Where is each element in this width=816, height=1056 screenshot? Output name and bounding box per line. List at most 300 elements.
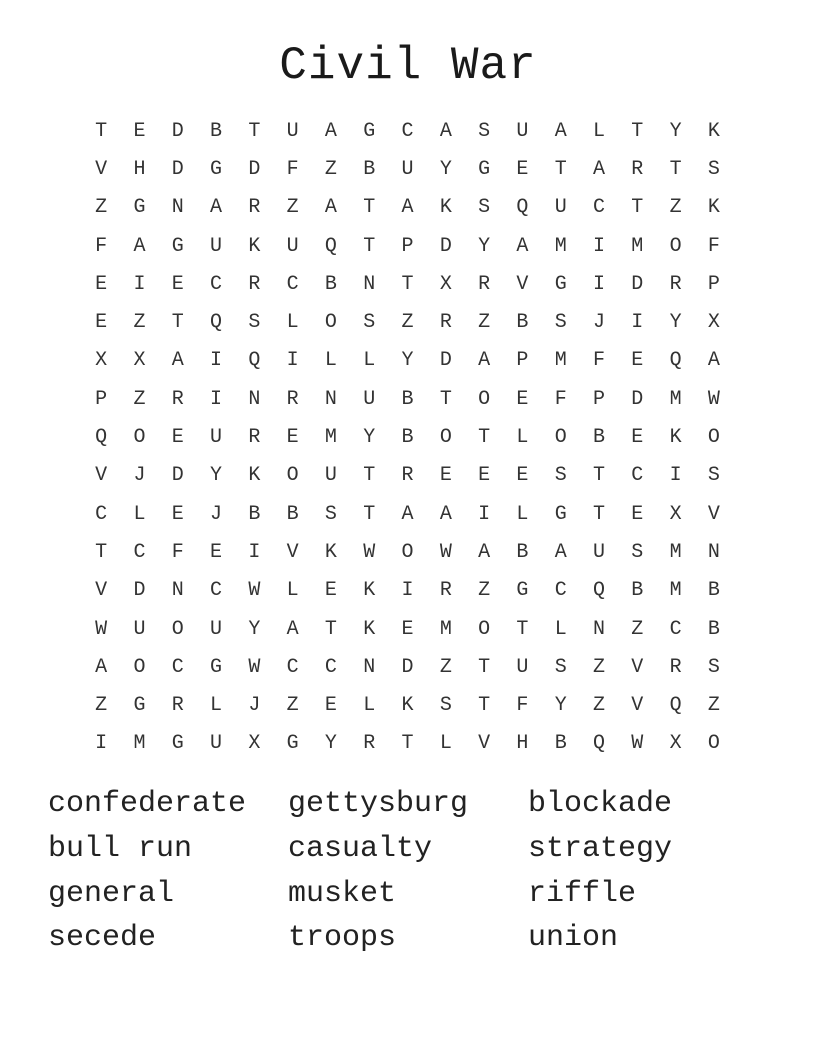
grid-cell: T [363, 502, 376, 526]
grid-cell: O [478, 387, 491, 411]
grid-cell: B [516, 540, 529, 564]
grid-cell: O [324, 311, 337, 335]
grid-cell: X [669, 502, 682, 526]
grid-cell: Z [593, 694, 606, 718]
grid-cell: I [286, 349, 299, 373]
grid-cell: P [516, 349, 529, 373]
grid-cell: Y [248, 617, 261, 641]
grid-cell: P [401, 234, 414, 258]
grid-cell: S [707, 655, 720, 679]
grid-cell: Q [95, 426, 108, 450]
grid-cell: C [95, 502, 108, 526]
grid-cell: F [593, 349, 606, 373]
word-bank-item: bull run [48, 831, 193, 866]
grid-cell: A [401, 196, 414, 220]
grid-cell: I [210, 349, 223, 373]
grid-cell: R [669, 655, 682, 679]
grid-cell: V [478, 732, 491, 756]
grid-cell: W [631, 732, 644, 756]
word-bank-item: troops [288, 921, 397, 956]
grid-cell: M [439, 617, 452, 641]
grid-cell: F [171, 540, 184, 564]
grid-cell: E [210, 540, 223, 564]
grid-cell: R [171, 387, 184, 411]
grid-cell: Y [439, 157, 452, 181]
grid-cell: O [171, 617, 184, 641]
grid-cell: O [478, 617, 491, 641]
grid-cell: R [439, 579, 452, 603]
grid-cell: K [439, 196, 452, 220]
grid-cell: T [171, 311, 184, 335]
grid-cell: A [133, 234, 146, 258]
grid-cell: C [210, 579, 223, 603]
grid-cell: P [593, 387, 606, 411]
grid-cell: T [554, 157, 567, 181]
grid-cell: Z [401, 311, 414, 335]
grid-cell: R [478, 272, 491, 296]
grid-cell: P [707, 272, 720, 296]
grid-cell: S [554, 464, 567, 488]
grid-cell: D [631, 387, 644, 411]
grid-cell: W [707, 387, 720, 411]
grid-cell: N [248, 387, 261, 411]
grid-cell: L [516, 426, 529, 450]
grid-cell: Y [401, 349, 414, 373]
grid-cell: L [554, 617, 567, 641]
grid-cell: K [248, 464, 261, 488]
grid-cell: X [248, 732, 261, 756]
grid-cell: K [324, 540, 337, 564]
grid-cell: X [669, 732, 682, 756]
grid-cell: G [133, 694, 146, 718]
grid-cell: G [210, 157, 223, 181]
grid-cell: V [286, 540, 299, 564]
word-bank-item: union [528, 921, 619, 956]
word-bank-item: general [48, 876, 175, 911]
grid-cell: S [248, 311, 261, 335]
grid-cell: C [324, 655, 337, 679]
grid-cell: T [95, 119, 108, 143]
grid-cell: E [171, 272, 184, 296]
grid-cell: T [631, 119, 644, 143]
grid-cell: B [363, 157, 376, 181]
grid-cell: J [593, 311, 606, 335]
grid-cell: R [286, 387, 299, 411]
grid-cell: G [554, 272, 567, 296]
grid-cell: N [324, 387, 337, 411]
grid-cell: Z [707, 694, 720, 718]
grid-cell: A [478, 540, 491, 564]
grid-cell: D [171, 464, 184, 488]
grid-cell: C [593, 196, 606, 220]
grid-row [82, 457, 734, 495]
grid-cell: U [133, 617, 146, 641]
grid-cell: U [593, 540, 606, 564]
grid-cell: M [669, 387, 682, 411]
grid-cell: V [631, 655, 644, 679]
grid-cell: E [324, 579, 337, 603]
grid-cell: M [324, 426, 337, 450]
grid-cell: C [286, 272, 299, 296]
grid-cell: B [554, 732, 567, 756]
grid-cell: E [401, 617, 414, 641]
grid-cell: T [363, 464, 376, 488]
grid-cell: W [248, 655, 261, 679]
grid-cell: R [248, 426, 261, 450]
grid-row [82, 150, 734, 188]
word-bank-item: confederate [48, 787, 247, 821]
grid-cell: M [631, 234, 644, 258]
grid-cell: X [133, 349, 146, 373]
grid-cell: F [554, 387, 567, 411]
grid-cell: O [707, 732, 720, 756]
grid-cell: R [439, 311, 452, 335]
grid-cell: V [516, 272, 529, 296]
grid-cell: D [171, 119, 184, 143]
grid-cell: U [554, 196, 567, 220]
grid-cell: T [478, 694, 491, 718]
grid-cell: T [478, 426, 491, 450]
grid-cell: E [95, 311, 108, 335]
grid-cell: X [95, 349, 108, 373]
grid-cell: E [324, 694, 337, 718]
grid-cell: B [631, 579, 644, 603]
grid-cell: E [95, 272, 108, 296]
grid-row [82, 189, 734, 227]
grid-cell: L [133, 502, 146, 526]
grid-cell: S [363, 311, 376, 335]
grid-cell: L [286, 311, 299, 335]
grid-row [82, 533, 734, 571]
grid-cell: Y [210, 464, 223, 488]
grid-cell: V [707, 502, 720, 526]
grid-cell: K [669, 426, 682, 450]
grid-cell: G [478, 157, 491, 181]
grid-cell: U [286, 119, 299, 143]
grid-cell: Z [95, 694, 108, 718]
grid-row [82, 265, 734, 303]
grid-cell: I [401, 579, 414, 603]
grid-cell: B [593, 426, 606, 450]
grid-cell: U [210, 426, 223, 450]
grid-cell: E [133, 119, 146, 143]
grid-cell: X [439, 272, 452, 296]
grid-cell: U [324, 464, 337, 488]
grid-cell: L [363, 349, 376, 373]
grid-cell: E [478, 464, 491, 488]
grid-cell: C [171, 655, 184, 679]
grid-cell: N [363, 272, 376, 296]
grid-cell: H [133, 157, 146, 181]
letter-grid [82, 112, 734, 763]
grid-cell: I [95, 732, 108, 756]
grid-row [82, 227, 734, 265]
grid-cell: Q [516, 196, 529, 220]
grid-cell: U [516, 655, 529, 679]
grid-cell: C [554, 579, 567, 603]
page-title: Civil War [279, 40, 537, 92]
grid-cell: E [171, 502, 184, 526]
grid-cell: T [324, 617, 337, 641]
grid-cell: Z [133, 387, 146, 411]
grid-cell: C [669, 617, 682, 641]
grid-cell: L [593, 119, 606, 143]
grid-cell: Z [631, 617, 644, 641]
grid-cell: N [171, 196, 184, 220]
word-bank-item: secede [48, 921, 157, 956]
grid-cell: J [210, 502, 223, 526]
grid-cell: B [707, 617, 720, 641]
grid-cell: I [669, 464, 682, 488]
grid-cell: T [363, 196, 376, 220]
grid-cell: Y [669, 119, 682, 143]
grid-cell: D [439, 349, 452, 373]
grid-cell: Q [593, 732, 606, 756]
grid-cell: R [363, 732, 376, 756]
grid-row [82, 112, 734, 150]
word-bank-item: strategy [528, 831, 673, 866]
grid-cell: G [171, 732, 184, 756]
grid-cell: K [707, 196, 720, 220]
grid-cell: U [210, 732, 223, 756]
grid-cell: A [439, 119, 452, 143]
word-bank-item: musket [288, 876, 397, 911]
grid-cell: T [248, 119, 261, 143]
grid-cell: T [593, 464, 606, 488]
grid-cell: M [669, 540, 682, 564]
grid-cell: U [210, 234, 223, 258]
word-bank-item: riffle [528, 876, 637, 911]
grid-cell: A [439, 502, 452, 526]
grid-cell: S [554, 311, 567, 335]
grid-cell: Q [593, 579, 606, 603]
grid-row [82, 380, 734, 418]
grid-cell: E [631, 426, 644, 450]
grid-cell: F [707, 234, 720, 258]
grid-cell: I [593, 272, 606, 296]
grid-cell: D [401, 655, 414, 679]
grid-row [82, 342, 734, 380]
grid-cell: O [554, 426, 567, 450]
grid-cell: D [248, 157, 261, 181]
word-bank-item: gettysburg [288, 787, 469, 821]
word-bank [48, 782, 768, 961]
grid-cell: Q [669, 349, 682, 373]
grid-cell: G [286, 732, 299, 756]
grid-cell: U [286, 234, 299, 258]
grid-cell: G [133, 196, 146, 220]
grid-cell: G [171, 234, 184, 258]
grid-cell: V [631, 694, 644, 718]
grid-cell: H [516, 732, 529, 756]
grid-cell: F [286, 157, 299, 181]
grid-cell: T [669, 157, 682, 181]
grid-cell: U [401, 157, 414, 181]
grid-cell: Z [286, 694, 299, 718]
grid-cell: T [95, 540, 108, 564]
grid-cell: L [324, 349, 337, 373]
grid-cell: A [95, 655, 108, 679]
grid-cell: G [554, 502, 567, 526]
grid-cell: M [133, 732, 146, 756]
grid-cell: Y [669, 311, 682, 335]
grid-cell: I [478, 502, 491, 526]
grid-cell: W [95, 617, 108, 641]
grid-cell: T [631, 196, 644, 220]
grid-cell: F [95, 234, 108, 258]
grid-cell: Z [593, 655, 606, 679]
grid-cell: Z [669, 196, 682, 220]
grid-cell: I [248, 540, 261, 564]
grid-cell: B [210, 119, 223, 143]
grid-cell: B [248, 502, 261, 526]
grid-cell: D [631, 272, 644, 296]
grid-cell: S [478, 196, 491, 220]
grid-cell: R [401, 464, 414, 488]
grid-cell: B [516, 311, 529, 335]
grid-cell: S [439, 694, 452, 718]
grid-cell: O [669, 234, 682, 258]
grid-cell: W [248, 579, 261, 603]
grid-cell: I [210, 387, 223, 411]
grid-cell: A [516, 234, 529, 258]
grid-cell: S [478, 119, 491, 143]
grid-cell: T [401, 272, 414, 296]
grid-cell: O [286, 464, 299, 488]
grid-cell: E [286, 426, 299, 450]
grid-cell: N [593, 617, 606, 641]
grid-cell: A [286, 617, 299, 641]
word-bank-item: blockade [528, 787, 673, 821]
grid-cell: W [439, 540, 452, 564]
grid-cell: G [363, 119, 376, 143]
grid-cell: V [95, 579, 108, 603]
grid-row [82, 495, 734, 533]
grid-cell: V [95, 464, 108, 488]
grid-cell: B [324, 272, 337, 296]
grid-cell: K [363, 617, 376, 641]
grid-cell: L [286, 579, 299, 603]
grid-cell: Z [286, 196, 299, 220]
grid-cell: S [707, 464, 720, 488]
grid-cell: D [171, 157, 184, 181]
grid-cell: L [363, 694, 376, 718]
grid-cell: Y [363, 426, 376, 450]
grid-cell: S [324, 502, 337, 526]
grid-cell: E [631, 502, 644, 526]
grid-cell: B [286, 502, 299, 526]
grid-cell: Y [478, 234, 491, 258]
grid-cell: Q [248, 349, 261, 373]
grid-cell: Z [439, 655, 452, 679]
grid-row [82, 725, 734, 763]
grid-cell: O [707, 426, 720, 450]
grid-cell: Q [669, 694, 682, 718]
grid-cell: C [133, 540, 146, 564]
grid-cell: U [516, 119, 529, 143]
grid-cell: R [631, 157, 644, 181]
grid-cell: C [401, 119, 414, 143]
grid-cell: A [554, 119, 567, 143]
grid-cell: C [631, 464, 644, 488]
grid-cell: E [516, 464, 529, 488]
grid-cell: T [516, 617, 529, 641]
grid-cell: G [516, 579, 529, 603]
grid-cell: S [707, 157, 720, 181]
grid-cell: Q [324, 234, 337, 258]
grid-cell: M [554, 349, 567, 373]
grid-cell: F [516, 694, 529, 718]
grid-cell: R [248, 272, 261, 296]
grid-row [82, 686, 734, 724]
grid-cell: J [248, 694, 261, 718]
grid-cell: E [516, 157, 529, 181]
grid-cell: T [439, 387, 452, 411]
grid-cell: I [133, 272, 146, 296]
grid-cell: X [707, 311, 720, 335]
grid-cell: A [707, 349, 720, 373]
grid-cell: G [210, 655, 223, 679]
grid-cell: K [707, 119, 720, 143]
grid-cell: L [516, 502, 529, 526]
grid-cell: K [401, 694, 414, 718]
grid-cell: C [286, 655, 299, 679]
grid-cell: O [133, 426, 146, 450]
grid-cell: Z [324, 157, 337, 181]
grid-cell: L [210, 694, 223, 718]
grid-cell: U [363, 387, 376, 411]
grid-row [82, 648, 734, 686]
grid-cell: Q [210, 311, 223, 335]
grid-cell: K [363, 579, 376, 603]
grid-cell: O [439, 426, 452, 450]
grid-cell: D [439, 234, 452, 258]
grid-cell: K [248, 234, 261, 258]
grid-cell: L [439, 732, 452, 756]
grid-cell: S [554, 655, 567, 679]
grid-cell: B [401, 387, 414, 411]
grid-cell: Y [554, 694, 567, 718]
grid-row [82, 572, 734, 610]
grid-cell: A [401, 502, 414, 526]
grid-cell: T [363, 234, 376, 258]
grid-cell: W [363, 540, 376, 564]
grid-cell: A [324, 119, 337, 143]
grid-cell: Z [478, 311, 491, 335]
grid-cell: I [593, 234, 606, 258]
grid-cell: T [478, 655, 491, 679]
grid-cell: A [593, 157, 606, 181]
grid-cell: Z [478, 579, 491, 603]
grid-cell: A [478, 349, 491, 373]
grid-cell: C [210, 272, 223, 296]
grid-cell: I [631, 311, 644, 335]
grid-cell: D [133, 579, 146, 603]
grid-cell: N [707, 540, 720, 564]
grid-cell: E [631, 349, 644, 373]
grid-row [82, 303, 734, 341]
grid-cell: A [171, 349, 184, 373]
grid-cell: E [516, 387, 529, 411]
grid-cell: R [248, 196, 261, 220]
grid-cell: N [171, 579, 184, 603]
grid-cell: R [669, 272, 682, 296]
grid-cell: B [401, 426, 414, 450]
grid-cell: O [133, 655, 146, 679]
grid-cell: M [554, 234, 567, 258]
grid-cell: A [210, 196, 223, 220]
grid-cell: E [439, 464, 452, 488]
